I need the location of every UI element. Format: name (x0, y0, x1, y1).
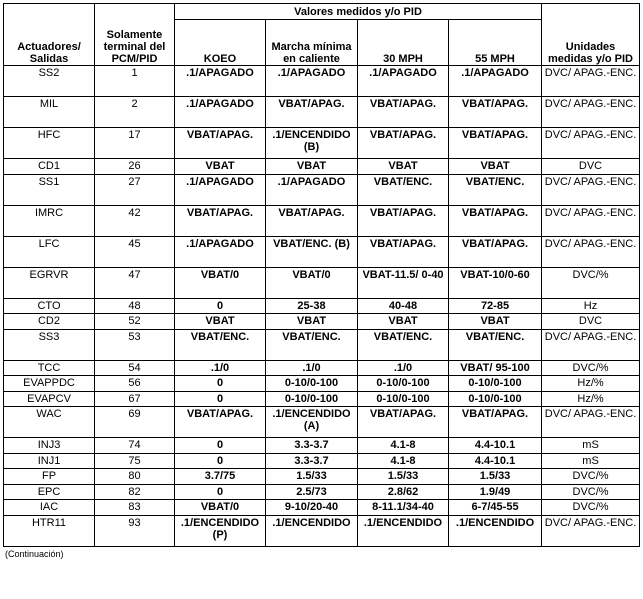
cell-name: LFC (4, 236, 95, 267)
table-row (4, 376, 640, 392)
cell-mph30: 1.5/33 (358, 469, 449, 485)
cell-idle: VBAT/ENC. (266, 329, 358, 360)
cell-mph30: VBAT (358, 159, 449, 175)
cell-name: SS3 (4, 329, 95, 360)
table-row (4, 298, 640, 314)
cell-mph55: VBAT-10/0-60 (449, 267, 542, 298)
cell-koeo: .1/APAGADO (175, 236, 266, 267)
cell-idle: .1/APAGADO (266, 66, 358, 97)
cell-name: INJ1 (4, 453, 95, 469)
table-row (4, 314, 640, 330)
cell-mph30: VBAT/APAG. (358, 407, 449, 438)
cell-mph30: VBAT/APAG. (358, 97, 449, 128)
cell-mph30: 0-10/0-100 (358, 376, 449, 392)
cell-pin: 27 (95, 174, 175, 205)
table-body (4, 66, 640, 547)
cell-mph55: VBAT/APAG. (449, 236, 542, 267)
cell-mph55: 4.4-10.1 (449, 453, 542, 469)
cell-idle: 1.5/33 (266, 469, 358, 485)
cell-koeo: .1/APAGADO (175, 66, 266, 97)
cell-mph30: VBAT/ENC. (358, 329, 449, 360)
cell-idle: 3.3-3.7 (266, 438, 358, 454)
table-header (4, 4, 640, 66)
cell-mph30: 4.1-8 (358, 453, 449, 469)
cell-koeo: VBAT/APAG. (175, 128, 266, 159)
cell-koeo: VBAT/0 (175, 500, 266, 516)
cell-pin: 56 (95, 376, 175, 392)
cell-pin: 53 (95, 329, 175, 360)
cell-idle: .1/ENCENDIDO (B) (266, 128, 358, 159)
cell-idle: .1/ENCENDIDO (A) (266, 407, 358, 438)
cell-koeo: 0 (175, 484, 266, 500)
cell-units: DVC/ APAG.-ENC. (542, 174, 640, 205)
cell-mph30: .1/ENCENDIDO (358, 515, 449, 546)
cell-koeo: VBAT (175, 159, 266, 175)
cell-idle: .1/ENCENDIDO (266, 515, 358, 546)
cell-idle: VBAT (266, 314, 358, 330)
table-row (4, 484, 640, 500)
cell-mph30: 4.1-8 (358, 438, 449, 454)
document (3, 3, 639, 559)
table-row (4, 469, 640, 485)
cell-units: mS (542, 453, 640, 469)
cell-name: SS2 (4, 66, 95, 97)
cell-name: CTO (4, 298, 95, 314)
cell-units: Hz/% (542, 376, 640, 392)
cell-units: DVC/% (542, 360, 640, 376)
cell-units: DVC/% (542, 469, 640, 485)
cell-pin: 82 (95, 484, 175, 500)
cell-idle: VBAT/0 (266, 267, 358, 298)
cell-mph55: 0-10/0-100 (449, 376, 542, 392)
cell-pin: 42 (95, 205, 175, 236)
cell-name: EGRVR (4, 267, 95, 298)
table-row (4, 391, 640, 407)
cell-koeo: .1/0 (175, 360, 266, 376)
cell-mph30: VBAT/ENC. (358, 174, 449, 205)
table-row (4, 66, 640, 97)
cell-idle: .1/0 (266, 360, 358, 376)
cell-pin: 45 (95, 236, 175, 267)
cell-name: IMRC (4, 205, 95, 236)
cell-pin: 48 (95, 298, 175, 314)
cell-units: DVC/ APAG.-ENC. (542, 515, 640, 546)
cell-mph30: VBAT/APAG. (358, 205, 449, 236)
cell-koeo: 0 (175, 453, 266, 469)
cell-idle: 2.5/73 (266, 484, 358, 500)
cell-pin: 74 (95, 438, 175, 454)
cell-idle: VBAT (266, 159, 358, 175)
cell-mph30: .1/APAGADO (358, 66, 449, 97)
cell-pin: 93 (95, 515, 175, 546)
continuation-note: (Continuación) (5, 548, 64, 559)
cell-koeo: VBAT/0 (175, 267, 266, 298)
table-row (4, 500, 640, 516)
cell-pin: 47 (95, 267, 175, 298)
cell-mph55: VBAT (449, 159, 542, 175)
cell-name: EVAPPDC (4, 376, 95, 392)
cell-idle: 9-10/20-40 (266, 500, 358, 516)
cell-pin: 69 (95, 407, 175, 438)
header-actuators: Actuadores/ Salidas (4, 4, 95, 66)
cell-units: DVC/ APAG.-ENC. (542, 66, 640, 97)
cell-name: FP (4, 469, 95, 485)
cell-units: DVC/ APAG.-ENC. (542, 236, 640, 267)
cell-mph55: .1/ENCENDIDO (449, 515, 542, 546)
table-row (4, 438, 640, 454)
cell-pin: 75 (95, 453, 175, 469)
cell-name: TCC (4, 360, 95, 376)
cell-units: DVC/% (542, 267, 640, 298)
cell-name: HTR11 (4, 515, 95, 546)
cell-mph55: 4.4-10.1 (449, 438, 542, 454)
cell-mph55: VBAT/APAG. (449, 97, 542, 128)
cell-mph55: 72-85 (449, 298, 542, 314)
cell-idle: 0-10/0-100 (266, 391, 358, 407)
table-row (4, 453, 640, 469)
cell-mph30: 40-48 (358, 298, 449, 314)
cell-units: Hz/% (542, 391, 640, 407)
cell-name: CD1 (4, 159, 95, 175)
cell-mph30: 8-11.1/34-40 (358, 500, 449, 516)
cell-koeo: .1/ENCENDIDO (P) (175, 515, 266, 546)
cell-mph55: VBAT/ENC. (449, 329, 542, 360)
header-terminal: Solamente terminal del PCM/PID (95, 4, 175, 66)
cell-units: DVC/% (542, 500, 640, 516)
header-units: Unidades medidas y/o PID (542, 4, 640, 66)
cell-koeo: VBAT/APAG. (175, 407, 266, 438)
table-row (4, 128, 640, 159)
cell-mph30: 0-10/0-100 (358, 391, 449, 407)
table-row (4, 236, 640, 267)
cell-units: Hz (542, 298, 640, 314)
cell-idle: 0-10/0-100 (266, 376, 358, 392)
table-row (4, 174, 640, 205)
table-row (4, 205, 640, 236)
header-group-values: Valores medidos y/o PID (175, 4, 542, 20)
cell-units: mS (542, 438, 640, 454)
cell-name: WAC (4, 407, 95, 438)
cell-pin: 67 (95, 391, 175, 407)
table-row (4, 267, 640, 298)
cell-mph30: VBAT (358, 314, 449, 330)
cell-koeo: 3.7/75 (175, 469, 266, 485)
cell-mph55: 1.9/49 (449, 484, 542, 500)
table-row (4, 360, 640, 376)
cell-units: DVC/% (542, 484, 640, 500)
cell-pin: 1 (95, 66, 175, 97)
header-koeo: KOEO (175, 20, 266, 66)
cell-koeo: 0 (175, 376, 266, 392)
cell-koeo: .1/APAGADO (175, 174, 266, 205)
header-55mph: 55 MPH (449, 20, 542, 66)
header-30mph: 30 MPH (358, 20, 449, 66)
cell-mph55: .1/APAGADO (449, 66, 542, 97)
cell-units: DVC (542, 159, 640, 175)
cell-koeo: 0 (175, 438, 266, 454)
cell-units: DVC/ APAG.-ENC. (542, 205, 640, 236)
cell-mph30: VBAT/APAG. (358, 236, 449, 267)
cell-idle: VBAT/APAG. (266, 205, 358, 236)
pid-values-table (3, 3, 640, 547)
table-row (4, 329, 640, 360)
cell-name: EVAPCV (4, 391, 95, 407)
cell-koeo: 0 (175, 298, 266, 314)
cell-name: EPC (4, 484, 95, 500)
cell-name: IAC (4, 500, 95, 516)
cell-mph30: .1/0 (358, 360, 449, 376)
table-row (4, 97, 640, 128)
cell-idle: 25-38 (266, 298, 358, 314)
cell-pin: 83 (95, 500, 175, 516)
cell-idle: VBAT/ENC. (B) (266, 236, 358, 267)
cell-pin: 52 (95, 314, 175, 330)
cell-mph55: VBAT/APAG. (449, 128, 542, 159)
table-row (4, 407, 640, 438)
cell-mph30: VBAT/APAG. (358, 128, 449, 159)
cell-pin: 26 (95, 159, 175, 175)
table-row (4, 159, 640, 175)
cell-name: MIL (4, 97, 95, 128)
cell-units: DVC/ APAG.-ENC. (542, 128, 640, 159)
header-idle: Marcha mínima en caliente (266, 20, 358, 66)
cell-koeo: VBAT (175, 314, 266, 330)
cell-name: SS1 (4, 174, 95, 205)
cell-mph55: VBAT/APAG. (449, 205, 542, 236)
cell-idle: .1/APAGADO (266, 174, 358, 205)
cell-idle: 3.3-3.7 (266, 453, 358, 469)
cell-mph55: 6-7/45-55 (449, 500, 542, 516)
table-row (4, 515, 640, 546)
cell-units: DVC/ APAG.-ENC. (542, 329, 640, 360)
cell-pin: 80 (95, 469, 175, 485)
cell-mph55: 1.5/33 (449, 469, 542, 485)
cell-koeo: VBAT/APAG. (175, 205, 266, 236)
cell-name: CD2 (4, 314, 95, 330)
cell-name: INJ3 (4, 438, 95, 454)
cell-mph30: VBAT-11.5/ 0-40 (358, 267, 449, 298)
cell-mph55: VBAT/APAG. (449, 407, 542, 438)
cell-mph55: VBAT/ENC. (449, 174, 542, 205)
cell-koeo: VBAT/ENC. (175, 329, 266, 360)
cell-pin: 17 (95, 128, 175, 159)
cell-idle: VBAT/APAG. (266, 97, 358, 128)
cell-units: DVC (542, 314, 640, 330)
cell-units: DVC/ APAG.-ENC. (542, 407, 640, 438)
cell-pin: 2 (95, 97, 175, 128)
cell-koeo: 0 (175, 391, 266, 407)
cell-mph55: 0-10/0-100 (449, 391, 542, 407)
cell-pin: 54 (95, 360, 175, 376)
cell-units: DVC/ APAG.-ENC. (542, 97, 640, 128)
cell-mph55: VBAT (449, 314, 542, 330)
cell-mph55: VBAT/ 95-100 (449, 360, 542, 376)
cell-mph30: 2.8/62 (358, 484, 449, 500)
cell-koeo: .1/APAGADO (175, 97, 266, 128)
cell-name: HFC (4, 128, 95, 159)
